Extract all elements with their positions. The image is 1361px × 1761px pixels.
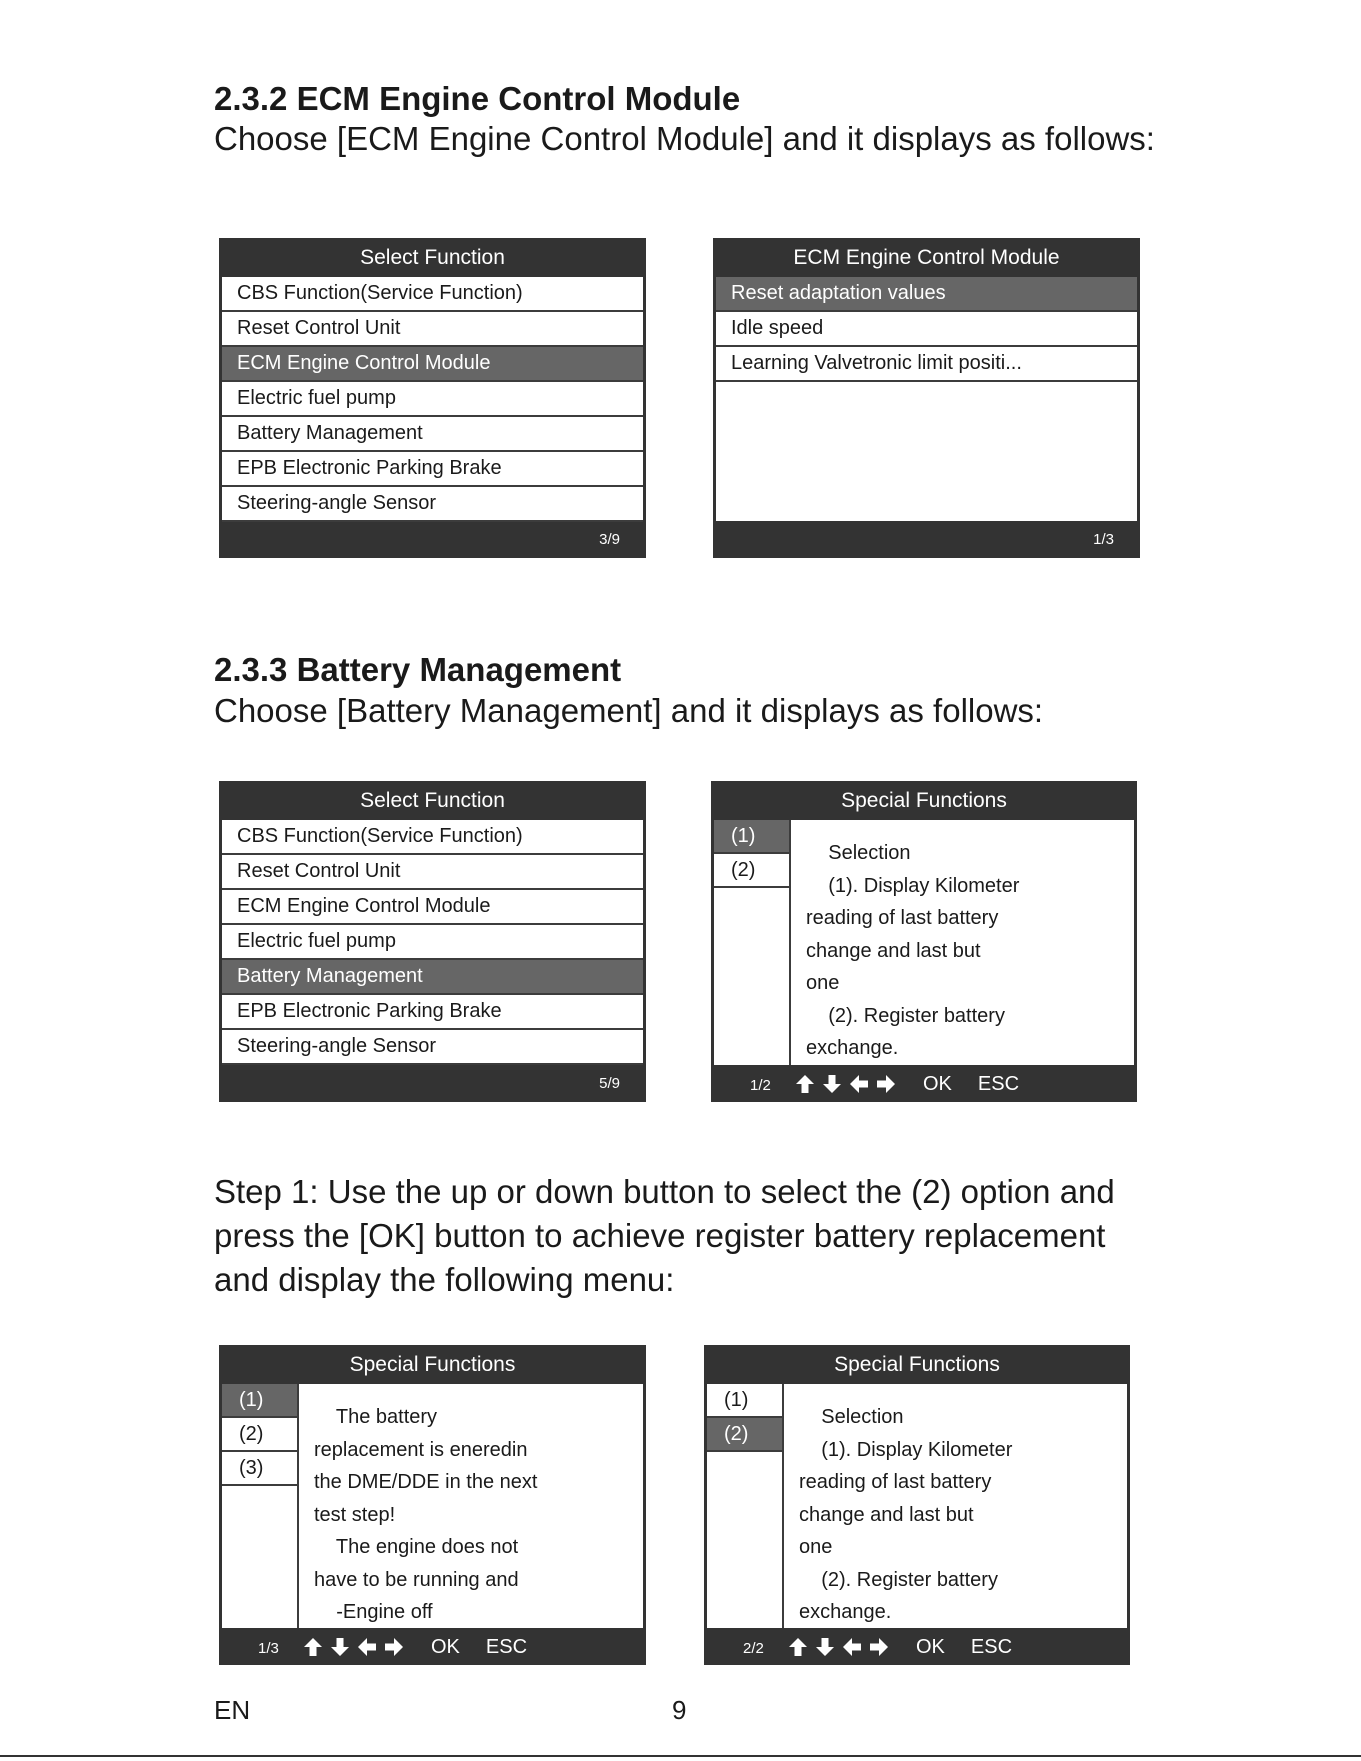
arrow-left-icon[interactable]	[847, 1072, 873, 1096]
menu-item[interactable]: Reset Control Unit	[222, 855, 643, 890]
menu-item[interactable]: CBS Function(Service Function)	[222, 820, 643, 855]
option-description: Selection (1). Display Kilometer reading of last battery change and last but one (2). Register battery exchange.	[799, 1406, 1013, 1623]
screen-title: Special Functions	[349, 1353, 516, 1376]
screen-footer	[711, 1065, 1137, 1102]
ok-button[interactable]: OK	[923, 1072, 952, 1095]
option-list	[714, 820, 791, 1065]
page-indicator: 3/9	[599, 531, 620, 548]
ok-button[interactable]: OK	[916, 1635, 945, 1658]
section-heading-ecm: 2.3.2 ECM Engine Control Module	[214, 80, 741, 117]
menu-item[interactable]: Battery Management	[222, 417, 643, 452]
option-item[interactable]: (2)	[707, 1418, 782, 1452]
section-intro-ecm: Choose [ECM Engine Control Module] and it displays as follows:	[214, 120, 1155, 157]
menu-item[interactable]: Idle speed	[716, 312, 1137, 347]
arrow-up-icon[interactable]	[793, 1072, 819, 1096]
screen-title: ECM Engine Control Module	[793, 246, 1060, 269]
menu-item[interactable]: Learning Valvetronic limit positi...	[716, 347, 1137, 382]
arrow-up-icon[interactable]	[301, 1635, 327, 1659]
screen-content	[222, 1384, 643, 1628]
option-item[interactable]: (1)	[707, 1384, 782, 1418]
special-functions-screen	[711, 781, 1137, 1102]
option-item[interactable]: (3)	[222, 1452, 297, 1486]
esc-button[interactable]: ESC	[970, 1635, 1013, 1658]
select-function-screen	[219, 781, 646, 1102]
arrow-right-icon[interactable]	[867, 1635, 893, 1659]
screen-title: Select Function	[360, 246, 505, 269]
menu-list	[222, 820, 643, 1065]
option-item[interactable]: (2)	[222, 1418, 297, 1452]
page-indicator: 2/2	[743, 1640, 764, 1657]
arrow-up-icon[interactable]	[786, 1635, 812, 1659]
menu-item[interactable]: Steering-angle Sensor	[222, 1030, 643, 1065]
screen-content	[714, 820, 1134, 1065]
ecm-module-screen	[713, 238, 1140, 558]
option-item[interactable]: (1)	[222, 1384, 297, 1418]
screen-footer	[219, 1628, 646, 1665]
page-indicator: 1/3	[258, 1640, 279, 1657]
menu-item[interactable]: ECM Engine Control Module	[222, 347, 643, 382]
ok-button[interactable]: OK	[431, 1635, 460, 1658]
arrow-down-icon[interactable]	[820, 1072, 846, 1096]
option-item[interactable]: (2)	[714, 854, 789, 888]
screen-content	[707, 1384, 1127, 1628]
arrow-down-icon[interactable]	[328, 1635, 354, 1659]
option-description: The battery replacement is eneredin the DME/DDE in the next test step! The engine does not have to be running and -Engine off	[314, 1406, 538, 1623]
nav-controls	[793, 1072, 1019, 1096]
menu-item[interactable]: Battery Management	[222, 960, 643, 995]
menu-item[interactable]: EPB Electronic Parking Brake	[222, 452, 643, 487]
section-heading-battery: 2.3.3 Battery Management	[214, 651, 622, 688]
menu-list	[716, 277, 1137, 521]
esc-button[interactable]: ESC	[977, 1072, 1020, 1095]
menu-item[interactable]: Electric fuel pump	[222, 925, 643, 960]
page-indicator: 1/2	[750, 1077, 771, 1094]
nav-controls	[301, 1635, 527, 1659]
option-description: Selection (1). Display Kilometer reading of last battery change and last but one (2). Register battery exchange.	[806, 842, 1020, 1059]
menu-list	[222, 277, 643, 521]
arrow-down-icon[interactable]	[813, 1635, 839, 1659]
nav-controls	[786, 1635, 1012, 1659]
arrow-left-icon[interactable]	[355, 1635, 381, 1659]
menu-item[interactable]: CBS Function(Service Function)	[222, 277, 643, 312]
page-indicator: 1/3	[1093, 531, 1114, 548]
screen-footer	[219, 521, 646, 558]
step-1-line-2: press the [OK] button to achieve register battery replacement	[214, 1217, 1106, 1254]
page-indicator: 5/9	[599, 1075, 620, 1092]
select-function-screen	[219, 238, 646, 558]
page-bottom-rule	[0, 1755, 1361, 1757]
menu-item[interactable]: Reset Control Unit	[222, 312, 643, 347]
menu-item[interactable]: Reset adaptation values	[716, 277, 1137, 312]
screen-footer	[713, 521, 1140, 558]
special-functions-screen	[219, 1345, 646, 1665]
option-list	[222, 1384, 299, 1628]
esc-button[interactable]: ESC	[485, 1635, 528, 1658]
page-number: 9	[672, 1695, 687, 1725]
menu-item[interactable]: ECM Engine Control Module	[222, 890, 643, 925]
footer-language: EN	[214, 1695, 251, 1725]
screen-title: Special Functions	[841, 789, 1007, 812]
special-functions-screen	[704, 1345, 1130, 1665]
menu-item[interactable]: Electric fuel pump	[222, 382, 643, 417]
menu-item[interactable]: Steering-angle Sensor	[222, 487, 643, 522]
arrow-right-icon[interactable]	[874, 1072, 900, 1096]
option-list	[707, 1384, 784, 1628]
screen-footer	[704, 1628, 1130, 1665]
arrow-right-icon[interactable]	[382, 1635, 408, 1659]
section-intro-battery: Choose [Battery Management] and it displays as follows:	[214, 692, 1044, 729]
screen-footer	[219, 1065, 646, 1102]
screen-title: Select Function	[360, 789, 505, 812]
menu-item[interactable]: EPB Electronic Parking Brake	[222, 995, 643, 1030]
screen-title: Special Functions	[834, 1353, 1000, 1376]
step-1-line-3: and display the following menu:	[214, 1261, 675, 1298]
option-item[interactable]: (1)	[714, 820, 789, 854]
arrow-left-icon[interactable]	[840, 1635, 866, 1659]
step-1-line-1: Step 1: Use the up or down button to select the (2) option and	[214, 1173, 1115, 1210]
